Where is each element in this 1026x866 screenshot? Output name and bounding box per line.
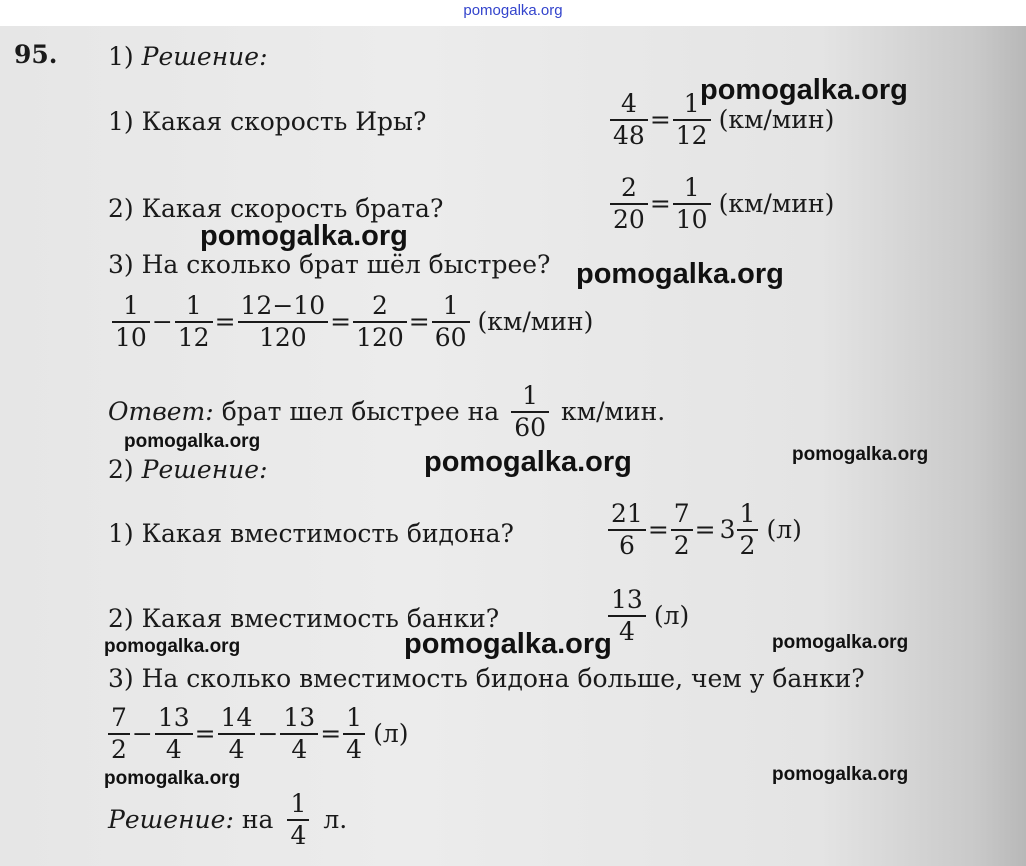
part2-label: 2) (108, 455, 134, 484)
fraction: $\frac{4}{48}$ (610, 90, 648, 149)
watermark: pomogalka.org (576, 258, 784, 290)
answer-text: брат шел быстрее на (221, 397, 500, 426)
answer-label: Решение: (108, 805, 234, 834)
equals-sign: = (194, 719, 216, 748)
q-text: На сколько брат шёл быстрее? (141, 250, 551, 279)
equals-sign: = (320, 719, 342, 748)
watermark: pomogalka.org (772, 632, 909, 653)
whole-part: 3 (719, 515, 736, 544)
minus-sign: − (131, 719, 153, 748)
fraction: $\frac{7}{2}$ (108, 704, 130, 763)
part2-q2-expression (608, 586, 689, 645)
fraction: $\frac{1}{10}$ (112, 292, 150, 351)
equals-sign: = (649, 105, 671, 134)
part2-q1-expression (608, 500, 802, 559)
fraction: $\frac{1}{12}$ (673, 90, 711, 149)
watermark: pomogalka.org (104, 768, 241, 789)
fraction: $\frac{1}{10}$ (673, 174, 711, 233)
fraction: $\frac{21}{6}$ (608, 500, 646, 559)
q-number: 1) (108, 107, 134, 136)
q-text: Какая скорость брата? (141, 194, 444, 223)
q-number: 2) (108, 604, 134, 633)
part2-heading-text: Решение: (141, 455, 268, 484)
part2-question-3 (108, 664, 865, 693)
fraction: $\frac{1}{2}$ (737, 500, 759, 559)
watermark: pomogalka.org (200, 220, 408, 252)
q-number: 2) (108, 194, 134, 223)
fraction: $\frac{13}{4}$ (280, 704, 318, 763)
unit-label: л. (323, 805, 348, 834)
fraction: $\frac{14}{4}$ (218, 704, 256, 763)
part2-question-1 (108, 519, 514, 548)
part1-heading-text: Решение: (141, 42, 268, 71)
part1-question-1 (108, 107, 426, 136)
q-number: 3) (108, 250, 134, 279)
fraction: $\frac{7}{2}$ (671, 500, 693, 559)
answer-label: Ответ: (108, 397, 214, 426)
part1-calculation (112, 292, 593, 351)
watermark: pomogalka.org (404, 628, 612, 660)
watermark: pomogalka.org (124, 431, 261, 452)
unit-label: (л) (766, 515, 802, 544)
fraction: $\frac{1}{4}$ (343, 704, 365, 763)
part1-question-2 (108, 194, 443, 223)
part2-answer (108, 790, 347, 849)
part1-heading (108, 42, 268, 71)
header-site-link[interactable]: pomogalka.org (463, 2, 563, 19)
q-text: На сколько вместимость бидона больше, чем у банки? (141, 664, 865, 693)
equals-sign: = (408, 307, 430, 336)
part1-q2-expression (610, 174, 834, 233)
answer-text: на (241, 805, 274, 834)
minus-sign: − (151, 307, 173, 336)
fraction: $\frac{13}{4}$ (155, 704, 193, 763)
q-text: Какая скорость Иры? (141, 107, 427, 136)
equals-sign: = (214, 307, 236, 336)
part2-calculation (108, 704, 408, 763)
watermark: pomogalka.org (772, 764, 909, 785)
fraction: $\frac{12-10}{120}$ (238, 292, 329, 351)
unit-label: (км/мин) (718, 189, 835, 218)
watermark: pomogalka.org (792, 444, 929, 465)
equals-sign: = (694, 515, 716, 544)
q-text: Какая вместимость бидона? (141, 519, 514, 548)
fraction: $\frac{2}{120}$ (353, 292, 407, 351)
q-number: 1) (108, 519, 134, 548)
equals-sign: = (330, 307, 352, 336)
problem-number: 95. (14, 40, 58, 69)
equals-sign: = (647, 515, 669, 544)
unit-label: (л) (653, 601, 690, 630)
unit-label: (км/мин) (477, 307, 594, 336)
part1-label: 1) (108, 42, 134, 71)
part1-question-3 (108, 250, 550, 279)
q-text: Какая вместимость банки? (141, 604, 500, 633)
unit-label: (км/мин) (718, 105, 835, 134)
q-number: 3) (108, 664, 134, 693)
fraction: $\frac{1}{12}$ (175, 292, 213, 351)
watermark: pomogalka.org (424, 446, 632, 478)
unit-label: (л) (373, 719, 409, 748)
watermark: pomogalka.org (700, 74, 908, 106)
equals-sign: = (649, 189, 671, 218)
unit-label: км/мин. (561, 397, 666, 426)
watermark: pomogalka.org (104, 636, 241, 657)
part2-heading (108, 455, 268, 484)
fraction: $\frac{1}{60}$ (511, 382, 549, 441)
fraction: $\frac{2}{20}$ (610, 174, 648, 233)
fraction: $\frac{13}{4}$ (608, 586, 646, 645)
fraction: $\frac{1}{60}$ (432, 292, 470, 351)
fraction: $\frac{1}{4}$ (287, 790, 309, 849)
minus-sign: − (257, 719, 279, 748)
